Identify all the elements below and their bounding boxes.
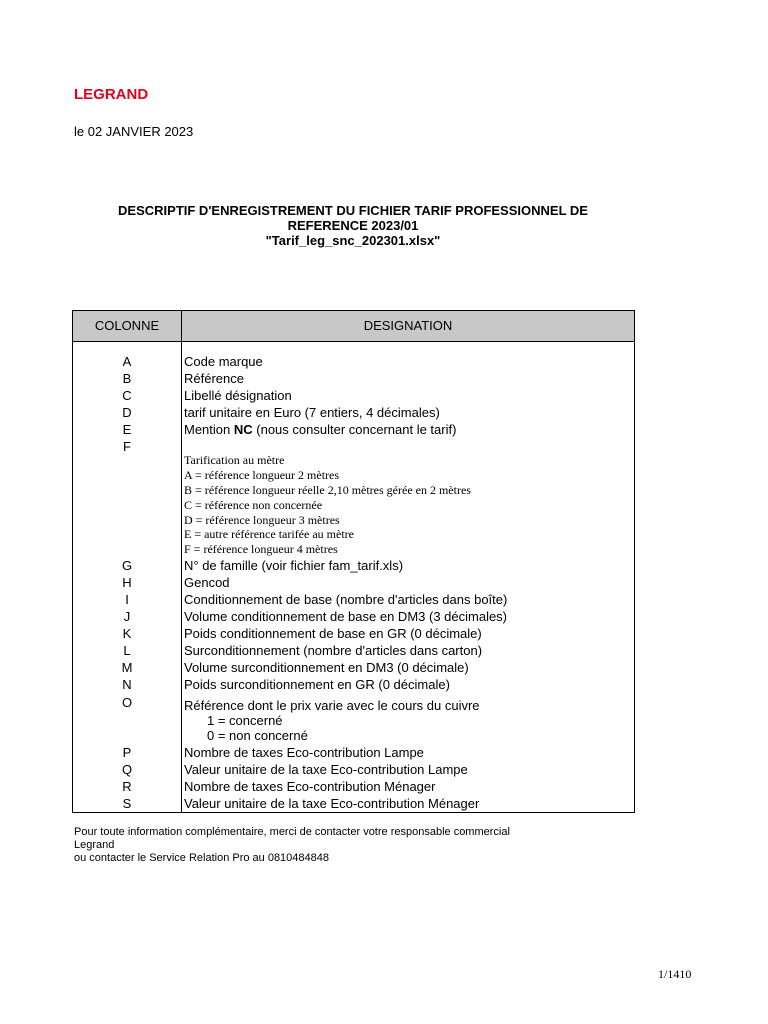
f-block-line: D = référence longueur 3 mètres <box>184 513 340 527</box>
title-line-3: "Tarif_leg_snc_202301.xlsx" <box>265 233 441 248</box>
footer-line-3: ou contacter le Service Relation Pro au 0810484848 <box>74 852 330 864</box>
document-date: le 02 JANVIER 2023 <box>74 124 194 139</box>
row-designation: Conditionnement de base (nombre d'articles dans boîte) <box>184 592 508 607</box>
designation-suffix: (nous consulter concernant le tarif) <box>252 422 457 437</box>
footer-line-2: Legrand <box>74 839 115 851</box>
footer-line-1: Pour toute information complémentaire, merci de contacter votre responsable commercial <box>74 826 510 838</box>
row-designation: Code marque <box>184 354 263 369</box>
header-colonne: COLONNE <box>94 318 160 333</box>
row-letter: J <box>123 609 131 624</box>
title-line-2: REFERENCE 2023/01 <box>287 218 419 233</box>
row-designation: Volume surconditionnement en DM3 (0 décimale) <box>184 660 469 675</box>
header-designation: DESIGNATION <box>363 318 453 333</box>
row-letter: L <box>123 643 131 658</box>
row-designation: Volume conditionnement de base en DM3 (3 décimales) <box>184 609 508 624</box>
row-letter: E <box>122 422 132 437</box>
row-designation: tarif unitaire en Euro (7 entiers, 4 décimales) <box>184 405 440 420</box>
footer-contact <box>74 826 510 865</box>
row-letter: P <box>122 745 132 760</box>
row-letter: H <box>122 575 132 590</box>
o-sub-line: 1 = concerné <box>207 713 283 728</box>
title-line-1: DESCRIPTIF D'ENREGISTREMENT DU FICHIER TARIF PROFESSIONNEL DE <box>118 203 588 218</box>
row-letter: D <box>122 405 132 420</box>
row-designation: Nombre de taxes Eco-contribution Lampe <box>184 745 424 760</box>
row-designation: Surconditionnement (nombre d'articles dans carton) <box>184 643 483 658</box>
row-designation: Nombre de taxes Eco-contribution Ménager <box>184 779 436 794</box>
row-letter: B <box>122 371 132 386</box>
designation-bold: NC <box>233 422 253 437</box>
o-sub-line: 0 = non concerné <box>207 728 308 743</box>
row-letter: I <box>125 592 129 607</box>
row-designation: Référence <box>184 371 244 386</box>
row-designation: Gencod <box>184 575 230 590</box>
column-description-table <box>72 310 635 813</box>
f-block-line: E = autre référence tarifée au mètre <box>184 527 354 541</box>
row-letter: G <box>121 558 133 573</box>
row-letter: M <box>121 660 133 675</box>
row-letter: Q <box>121 762 133 777</box>
f-block-line: Tarification au mètre <box>184 453 285 467</box>
row-letter: O <box>121 695 133 710</box>
row-designation: Libellé désignation <box>184 388 292 403</box>
row-letter: N <box>122 677 132 692</box>
row-letter: S <box>122 796 132 811</box>
column-divider <box>181 311 182 812</box>
brand-name: LEGRAND <box>74 86 149 103</box>
row-letter: K <box>122 626 132 641</box>
row-designation <box>184 422 456 437</box>
row-letter: C <box>122 388 132 403</box>
f-block-line: B = référence longueur réelle 2,10 mètres gérée en 2 mètres <box>184 483 471 497</box>
f-block-line: A = référence longueur 2 mètres <box>184 468 340 482</box>
row-letter: R <box>122 779 132 794</box>
f-block-line: F = référence longueur 4 mètres <box>184 542 338 556</box>
designation-prefix: Mention <box>184 422 234 437</box>
page-number: 1/1410 <box>658 967 692 981</box>
row-designation: N° de famille (voir fichier fam_tarif.xls) <box>184 558 404 573</box>
row-designation: Valeur unitaire de la taxe Eco-contribution Lampe <box>184 762 468 777</box>
document-title <box>72 203 634 248</box>
row-designation: Valeur unitaire de la taxe Eco-contribution Ménager <box>184 796 480 811</box>
f-block-line: C = référence non concernée <box>184 498 323 512</box>
row-designation: Poids conditionnement de base en GR (0 décimale) <box>184 626 482 641</box>
row-letter: F <box>123 439 131 454</box>
row-designation: Poids surconditionnement en GR (0 décimale) <box>184 677 450 692</box>
row-letter: A <box>122 354 132 369</box>
row-designation: Référence dont le prix varie avec le cours du cuivre <box>184 698 480 713</box>
